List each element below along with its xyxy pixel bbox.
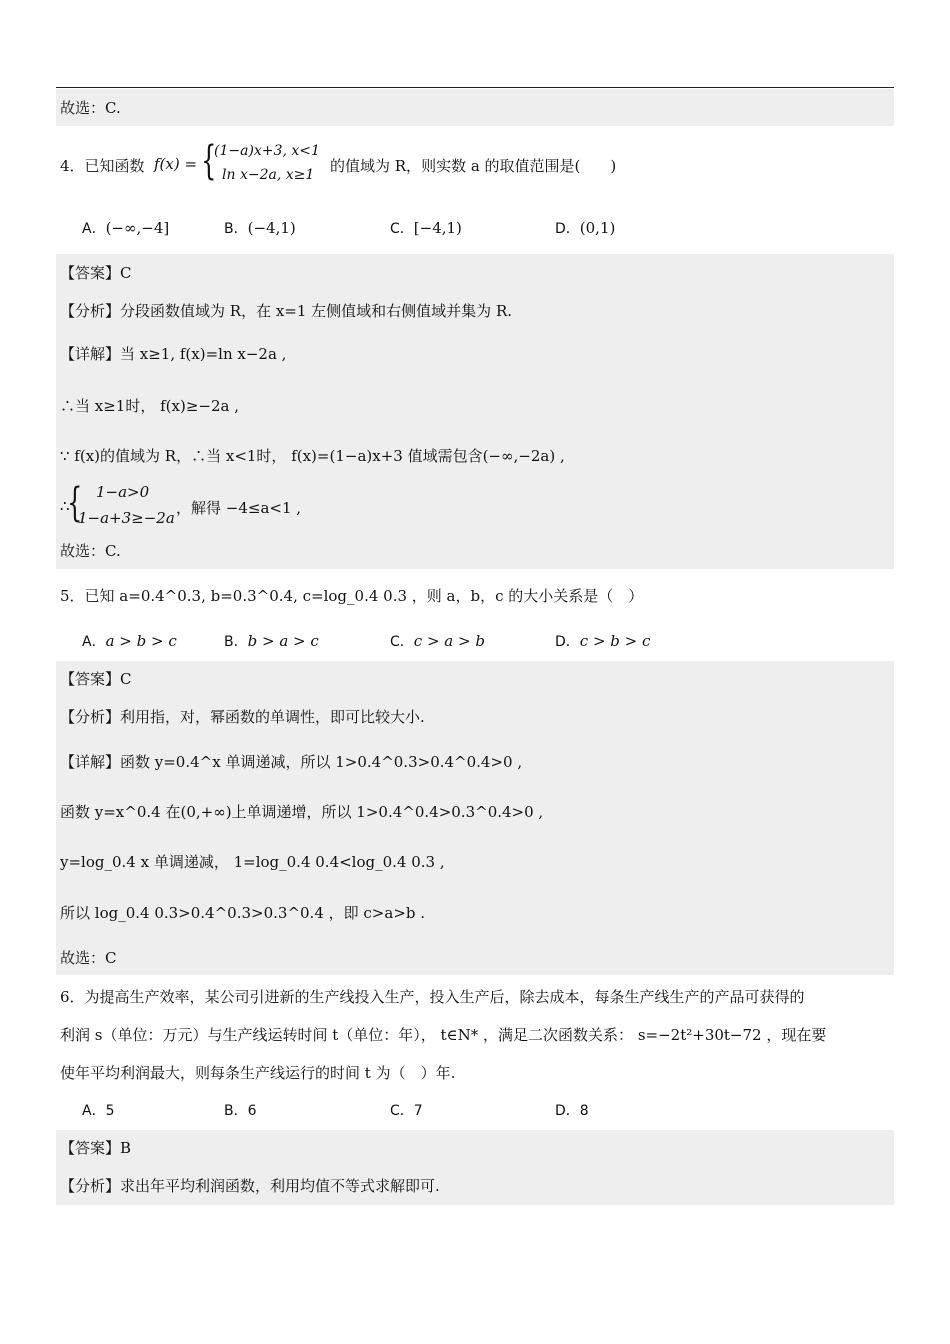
q4-answer: 【答案】C [60,264,132,282]
q4-brace: { [201,138,217,184]
q6-option-d[interactable] [555,1099,589,1122]
q4-option-d[interactable] [555,217,615,240]
option-value: [−4,1) [413,219,462,237]
q5-detail-1: 【详解】函数 y=0.4^x 单调递减，所以 1>0.4^0.3>0.4^0.4>0 , [60,753,523,771]
option-value: c > a > b [413,632,485,650]
option-label: C． [390,221,414,237]
option-value: 6 [247,1103,257,1119]
q5-answer: 【答案】C [60,670,132,688]
option-label: B． [224,1103,248,1119]
q6-option-a[interactable] [82,1099,115,1122]
option-label: A． [82,221,106,237]
q5-detail-3: y=log_0.4 x 单调递减， 1=log_0.4 0.4<log_0.4 0.3 , [60,853,445,871]
q4-function-name: f(x) = [154,155,198,173]
system-brace: { [67,480,83,526]
q5-option-d[interactable] [555,630,650,653]
question-6-line-3: 使年平均利润最大，则每条生产线运行的时间 t 为（ ）年. [60,1064,456,1082]
option-value: 7 [413,1103,423,1119]
option-label: A． [82,634,106,650]
q5-final: 故选：C [60,949,117,967]
q4-detail-3: ∵ f(x)的值域为 R，∴当 x<1时， f(x)=(1−a)x+3 值域需包含(−∞,−2a) , [60,447,565,465]
q6-option-b[interactable] [224,1099,257,1122]
header-rule [56,87,894,88]
option-label: B． [224,221,248,237]
q6-analysis: 【分析】求出年平均利润函数，利用均值不等式求解即可. [60,1177,440,1195]
option-label: D． [555,634,580,650]
option-label: B． [224,634,248,650]
option-value: a > b > c [105,632,177,650]
q5-detail-2: 函数 y=x^0.4 在(0,+∞)上单调递增，所以 1>0.4^0.4>0.3^0.4>0 , [60,803,544,821]
option-label: D． [555,1103,580,1119]
question-5-stem: 5．已知 a=0.4^0.3, b=0.3^0.4, c=log_0.4 0.3 ，则 a，b，c 的大小关系是（ ） [60,587,644,605]
option-value: (−4,1) [247,219,296,237]
q4-stem-prefix: 4．已知函数 [60,157,145,175]
q4-piece-1: (1−a)x+3, x<1 [214,143,320,159]
q4-analysis: 【分析】分段函数值域为 R，在 x=1 左侧值域和右侧值域并集为 R. [60,302,513,320]
q4-stem-suffix: 的值域为 R，则实数 a 的取值范围是( ) [330,157,617,175]
option-label: C． [390,634,414,650]
q4-option-c[interactable] [390,217,462,240]
q4-detail-2: ∴当 x≥1时， f(x)≥−2a , [60,397,239,415]
q5-option-a[interactable] [82,630,177,653]
q5-analysis: 【分析】利用指，对，幂函数的单调性，即可比较大小. [60,708,425,726]
option-label: A． [82,1103,106,1119]
option-value: c > b > c [579,632,651,650]
q4-final: 故选：C. [60,542,121,560]
option-label: D． [555,221,580,237]
option-label: C． [390,1103,414,1119]
system-line-2: 1−a+3≥−2a [78,509,175,527]
option-value: 8 [579,1103,589,1119]
q4-option-b[interactable] [224,217,296,240]
q4-detail-1: 【详解】当 x≥1, f(x)=ln x−2a , [60,345,287,363]
q5-detail-4: 所以 log_0.4 0.3>0.4^0.3>0.3^0.4 ，即 c>a>b . [60,904,426,922]
q5-option-b[interactable] [224,630,319,653]
option-value: (−∞,−4] [105,219,170,237]
q6-option-c[interactable] [390,1099,423,1122]
option-value: (0,1) [579,219,616,237]
option-value: b > a > c [247,632,319,650]
q6-answer: 【答案】B [60,1139,132,1157]
question-6-line-1: 6．为提高生产效率，某公司引进新的生产线投入生产，投入生产后，除去成本，每条生产线生产的产品可获得的 [60,988,805,1006]
prev-final-choice: 故选：C. [60,99,121,117]
question-6-line-2: 利润 s（单位：万元）与生产线运转时间 t（单位：年）， t∈N* ，满足二次函数关系： s=−2t²+30t−72 ，现在要 [60,1026,827,1044]
q4-option-a[interactable] [82,217,169,240]
solution-block-q3-tail [56,89,894,126]
option-value: 5 [105,1103,115,1119]
system-line-1: 1−a>0 [96,483,150,501]
q5-option-c[interactable] [390,630,485,653]
therefore-symbol: ∴ [60,497,70,515]
system-result: ，解得 −4≤a<1 , [176,499,302,517]
q4-piece-2: ln x−2a, x≥1 [222,167,315,183]
